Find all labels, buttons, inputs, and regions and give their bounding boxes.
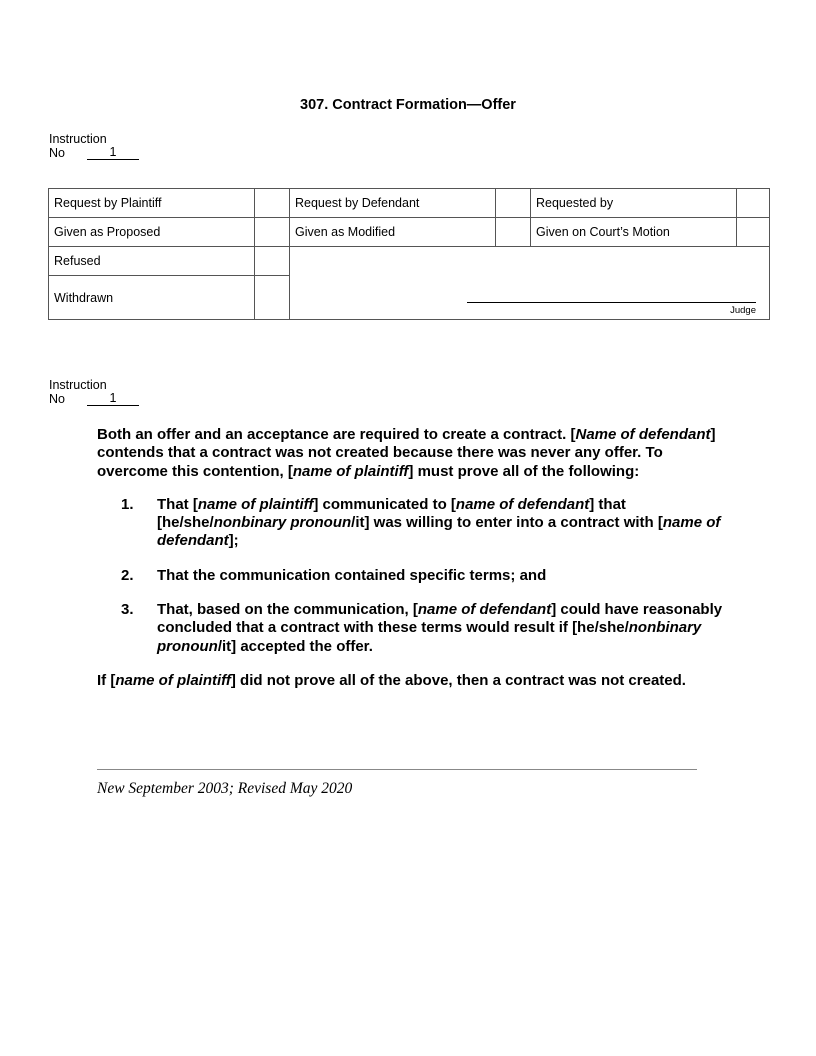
request-by-plaintiff-checkbox[interactable] — [255, 189, 290, 218]
text-run: Both an offer and an acceptance are required to create a contract. [ — [97, 426, 576, 443]
revision-note: New September 2003; Revised May 2020 — [97, 780, 353, 797]
footer-divider — [97, 769, 697, 770]
instruction-label: Instruction — [49, 132, 107, 146]
request-by-plaintiff-label: Request by Plaintiff — [49, 189, 255, 218]
instruction-number-block — [49, 132, 139, 160]
given-on-courts-motion-checkbox[interactable] — [737, 218, 770, 247]
placeholder-text: nonbinary pronoun — [157, 619, 702, 655]
placeholder-text: nonbinary pronoun — [213, 514, 352, 532]
placeholder-text: name of defendant — [157, 514, 721, 550]
request-by-defendant-label: Request by Defendant — [290, 189, 496, 218]
text-run: ] that [he/she/ — [157, 495, 626, 532]
text-run: /it] accepted the offer. — [217, 637, 373, 655]
list-item — [97, 601, 737, 656]
given-as-proposed-checkbox[interactable] — [255, 218, 290, 247]
withdrawn-checkbox[interactable] — [255, 276, 290, 320]
requested-by-checkbox[interactable] — [737, 189, 770, 218]
request-by-defendant-checkbox[interactable] — [496, 189, 531, 218]
text-run: If [ — [97, 671, 116, 689]
instruction-no-label: No — [49, 392, 65, 406]
text-run: ] must prove all of the following: — [408, 462, 640, 480]
conclusion-paragraph — [97, 672, 737, 690]
element-text — [157, 601, 737, 656]
list-item — [97, 567, 737, 585]
requested-by-label: Requested by — [531, 189, 737, 218]
placeholder-text: name of defendant — [455, 495, 590, 513]
text-run: That the communication contained specific terms; and — [157, 566, 547, 584]
element-text — [157, 496, 737, 551]
element-number: 3. — [121, 601, 134, 619]
text-run: That [ — [157, 495, 198, 513]
placeholder-text: name of plaintiff — [197, 495, 314, 513]
refused-label: Refused — [49, 247, 255, 276]
element-number: 2. — [121, 566, 134, 584]
instruction-no-label: No — [49, 146, 65, 160]
judge-signature-area — [290, 247, 770, 320]
placeholder-text: Name of defendant — [575, 426, 711, 443]
placeholder-text: name of plaintiff — [292, 462, 409, 480]
text-run: ] communicated to [ — [313, 495, 456, 513]
withdrawn-label: Withdrawn — [49, 276, 255, 320]
text-run: /it] was willing to enter into a contract with [ — [351, 514, 663, 532]
instruction-number-field[interactable]: 1 — [87, 146, 139, 160]
instruction-body — [97, 426, 737, 690]
element-number: 1. — [121, 495, 134, 513]
given-as-proposed-label: Given as Proposed — [49, 218, 255, 247]
instruction-number-block-2 — [49, 378, 139, 406]
list-item — [97, 496, 737, 551]
given-on-courts-motion-label: Given on Court’s Motion — [531, 218, 737, 247]
placeholder-text: name of plaintiff — [115, 671, 231, 689]
given-as-modified-label: Given as Modified — [290, 218, 496, 247]
judge-signature-line[interactable] — [467, 302, 756, 303]
text-run: ] could have reasonably concluded that a contract with these terms would result if [he/she/ — [157, 601, 723, 637]
instruction-label: Instruction — [49, 378, 107, 392]
page-title: 307. Contract Formation—Offer — [300, 97, 516, 113]
text-run: ] contends that a contract was not created because there was never any offer. To overcome this contention, [ — [97, 426, 716, 480]
given-as-modified-checkbox[interactable] — [496, 218, 531, 247]
intro-paragraph — [97, 426, 737, 481]
text-run: That, based on the communication, [ — [157, 601, 418, 619]
instruction-disposition-table — [48, 188, 770, 320]
element-text — [157, 567, 737, 585]
instruction-number-field[interactable]: 1 — [87, 392, 139, 406]
text-run: ] did not prove all of the above, then a contract was not created. — [230, 671, 686, 689]
placeholder-text: name of defendant — [417, 601, 552, 619]
refused-checkbox[interactable] — [255, 247, 290, 276]
text-run: ]; — [228, 532, 239, 550]
elements-list — [97, 496, 737, 656]
judge-label: Judge — [730, 305, 756, 316]
